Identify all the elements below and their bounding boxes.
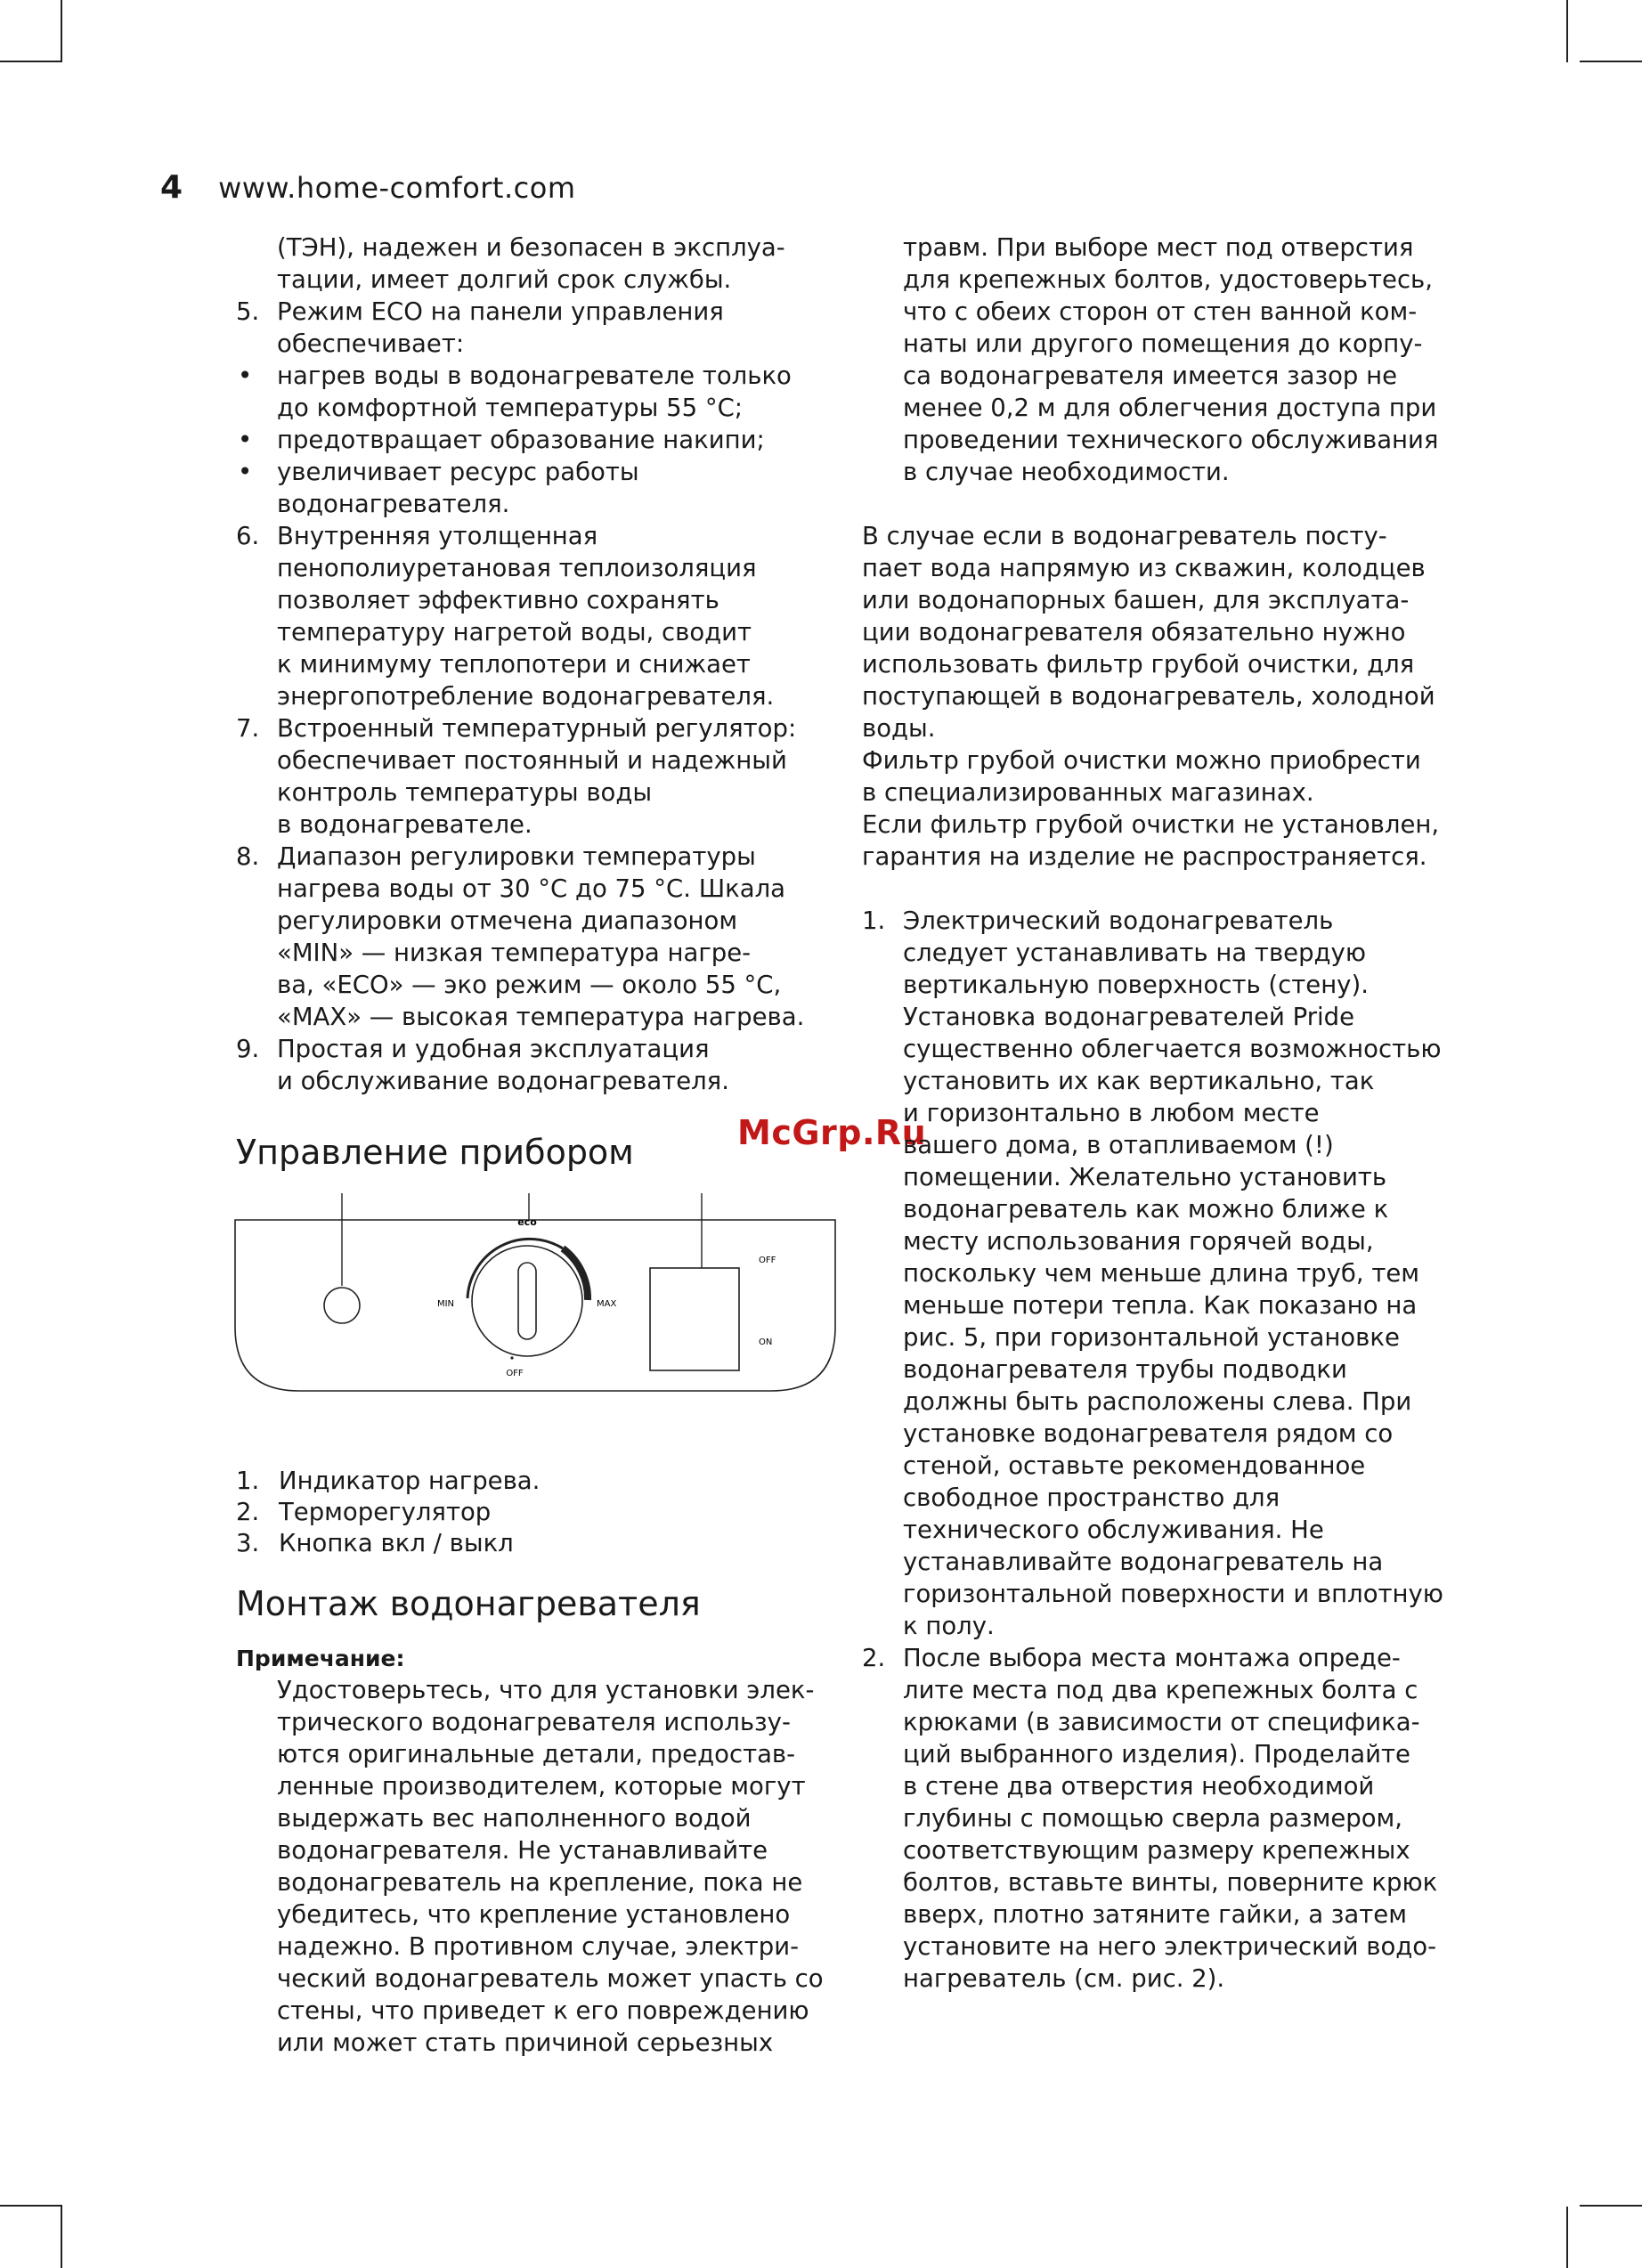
features-list-5 xyxy=(236,296,841,360)
crop-mark xyxy=(1580,2205,1642,2207)
section-heading-mount: Монтаж водонагревателя xyxy=(236,1584,701,1623)
section-heading-control: Управление прибором xyxy=(236,1133,634,1172)
crop-mark xyxy=(1580,61,1642,62)
legend-item: 3. Кнопка вкл / выкл xyxy=(236,1529,514,1557)
list-item: • увеличивает ресурс работы водонагревателя. xyxy=(238,458,639,518)
list-item: 9. Простая и удобная эксплуатация и обслуживание водонагревателя. xyxy=(236,1035,729,1095)
intro-text: (ТЭН), надежен и безопасен в эксплуа- тации, имеет долгий срок службы. xyxy=(277,233,785,294)
right-column xyxy=(862,232,1450,1995)
control-panel-drawing xyxy=(233,1193,839,1398)
control-panel-diagram xyxy=(233,1193,839,1398)
crop-mark xyxy=(0,2205,62,2207)
crop-mark xyxy=(61,2207,62,2268)
list-item: 7. Встроенный температурный регулятор: обеспечивает постоянный и надежный контроль температуры воды в водонагревателе. xyxy=(236,714,797,839)
mounting-steps xyxy=(862,905,1450,1995)
list-item: 2. После выбора места монтажа опреде- лите места под два крепежных болта с крюками (в зависимости от специфика- ций выбранного изделия). Проделайте в стене два отверстия необходимой глубины с помощью сверла размером, соответствующим размеру крепежных болтов, вставьте винты, поверните крюк вверх, плотно затяните гайки, а затем установите на него электрический водо- нагреватель (см. рис. 2). xyxy=(862,1644,1438,1993)
page-header xyxy=(160,169,575,212)
eco-label: eco xyxy=(517,1216,537,1228)
features-list xyxy=(236,520,841,1097)
crop-mark xyxy=(1566,0,1568,62)
list-item: • нагрев воды в водонагревателе только до комфортной температуры 55 °C; xyxy=(238,362,792,422)
crop-mark xyxy=(61,0,62,62)
note-text: Удостоверьтесь, что для установки элек- трического водонагревателя использу- ются оригинальные детали, предостав- ленные производителем, которые могут выдержать вес наполненного водой водонагревателя. Не устанавливайте водонагреватель на крепление, пока не убедитесь, что крепление установлено надежно. В противном случае, электри- ческий водонагреватель может упасть со стены, что приведет к его повреждению или может стать причиной серьезных xyxy=(277,1676,824,2057)
list-item: 5. Режим ECO на панели управления обеспечивает: xyxy=(236,297,724,358)
legend-list xyxy=(236,1466,824,1559)
max-label: MAX xyxy=(597,1299,617,1309)
legend-item: 2. Терморегулятор xyxy=(236,1498,492,1526)
filter-paragraph: В случае если в водонагреватель посту- пает вода напрямую из скважин, колодцев или водонапорных башен, для эксплуата- ции водонагревателя обязательно нужно использовать фильтр грубой очистки, для поступающей в водонагреватель, холодной воды. Фильтр грубой очистки можно приобрести в специализированных магазинах. Если фильтр грубой очистки не установлен, гарантия на изделие не распространяется. xyxy=(862,522,1440,871)
crop-mark xyxy=(0,61,62,62)
crop-mark xyxy=(1566,2207,1568,2268)
list-item: • предотвращает образование накипи; xyxy=(238,426,765,454)
site-url[interactable]: www.home-comfort.com xyxy=(218,171,576,205)
page-number: 4 xyxy=(160,169,183,206)
switch-on-label: ON xyxy=(759,1337,773,1347)
heating-indicator-lamp xyxy=(324,1288,360,1323)
legend-item: 1. Индикатор нагрева. xyxy=(236,1467,541,1495)
diagram-legend xyxy=(236,1466,824,2059)
list-item: 8. Диапазон регулировки температуры нагрева воды от 30 °C до 75 °C. Шкала регулировки отмечена диапазоном «MIN» — низкая температура нагре- ва, «ECO» — эко режим — около 55 °C, «MAX» — высокая температура нагрева. xyxy=(236,842,805,1031)
note-continuation: травм. При выборе мест под отверстия для крепежных болтов, удостоверьтесь, что с обеих сторон от стен ванной ком- наты или другого помещения до корпу- са водонагревателя имеется зазор не менее 0,2 м для облегчения доступа при проведении технического обслуживания в случае необходимости. xyxy=(903,233,1439,486)
knob-grip xyxy=(518,1263,536,1339)
list-item: 1. Электрический водонагреватель следует устанавливать на твердую вертикальную поверхность (стену). Установка водонагревателей Pride существенно облегчается возможностью установить их как вертикально, так и горизонтально в любом месте вашего дома, в отапливаемом (!) помещении. Желательно установить водонагреватель как можно ближе к месту использования горячей воды, поскольку чем меньше длина труб, тем меньше потери тепла. Как показано на рис. 5, при горизонтальной установке водонагревателя трубы подводки должны быть расположены слева. При установке водонагревателя рядом со стеной, оставьте рекомендованное свободное пространство для технического обслуживания. Не устанавливайте водонагреватель на горизонтальной поверхности и вплотную к полу. xyxy=(862,906,1443,1640)
watermark: McGrp.Ru xyxy=(737,1113,927,1152)
switch-off-label: OFF xyxy=(759,1256,776,1265)
list-item: 6. Внутренняя утолщенная пенополиуретановая теплоизоляция позволяет эффективно сохранять температуру нагретой воды, сводит к минимуму теплопотери и снижает энергопотребление водонагревателя. xyxy=(236,522,775,711)
eco-bullets xyxy=(236,360,841,520)
note-label: Примечание: xyxy=(236,1646,405,1671)
dial-off-label: OFF xyxy=(506,1369,524,1378)
left-column xyxy=(236,232,841,1174)
power-switch[interactable] xyxy=(650,1268,739,1370)
min-label: MIN xyxy=(436,1299,454,1309)
